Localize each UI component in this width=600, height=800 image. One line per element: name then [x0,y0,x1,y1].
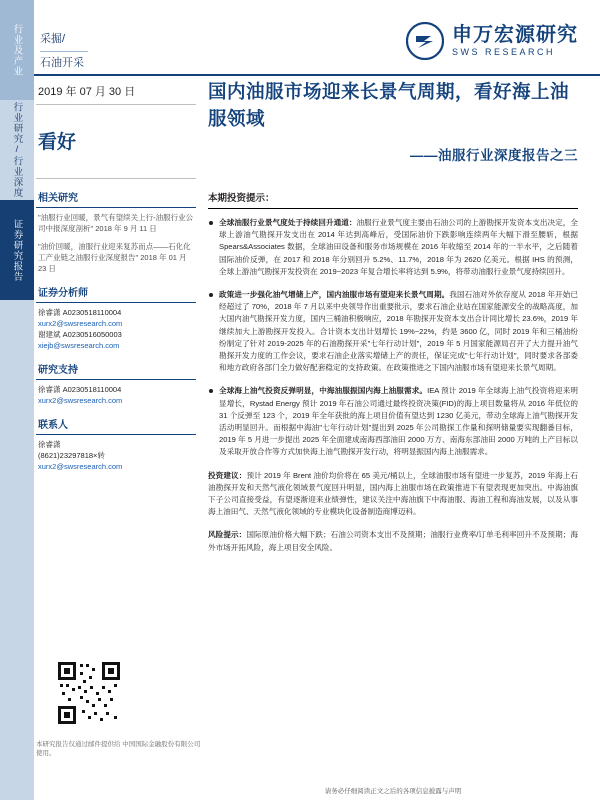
rating-badge: 看好 [36,105,196,179]
bullet-2-lead: 政策进一步强化油气增储上产，国内油服市场有望迎来长景气周期。 [219,290,450,300]
sws-logo-icon [406,22,444,60]
risk-warning [208,529,578,553]
support-title: 研究支持 [38,365,78,376]
related-research-title: 相关研究 [38,193,78,204]
analyst-rule [36,302,196,303]
rail-segment-industry [0,0,34,100]
contact-1-phone: (8621)23297818×转 [38,451,105,460]
analyst-1-code: A0230518110004 [62,308,122,317]
logo-text-cn: 申万宏源研究 [452,24,578,46]
contact-1-name: 徐睿潇 [38,440,61,449]
bullet-1-lead: 全球油服行业景气度处于持续回升通道： [219,218,357,227]
investment-advice [208,470,578,519]
risk-lead: 风险提示： [208,530,247,540]
support-1-mail[interactable]: xurx2@swsresearch.com [38,396,123,405]
header-divider [34,74,600,76]
related-research-item-2: "油价回暖，油服行业迎来复苏而点——石化化工产业链之油服行业深度报告" 2018 年 01 月 23 日 [38,242,191,273]
contact-rule [36,434,196,435]
analyst-title: 证券分析师 [38,288,88,299]
analyst-2-name: 谢建斌 [38,330,61,339]
report-date: 2019 年 07 月 30 日 [36,80,196,105]
analyst-2 [38,329,196,351]
page-title: 国内油服市场迎来长景气周期，看好海上油服领域 [208,81,570,129]
tips-divider [208,208,578,209]
analyst-1 [38,307,196,329]
left-footer-note: 本研究报告仅通过邮件提供给 中国国际金融股份有限公司 使用。 [36,741,201,757]
rail-label-industry: 行业及产业 [11,23,23,77]
list-item [208,385,578,458]
support-1-code: A0230518110004 [62,385,122,394]
logo-text-en: SWS RESEARCH [452,47,556,57]
bullet-1-text: 油服行业景气度主要由石油公司的上游勘探开发资本支出决定，全球上游油气勘探开发支出在 2014 年达到高峰后，受国际油价下跌影响连续两年大幅下滑至腰斩，根据 Spears&Associates 数据，全球油田设备和服务市场规模在 2016 年收缩至 2014 年的一半水平，之后随着国际油价反弹，在 2017 和 2018 年分别回升 5.2%、11.7%，2018 年为 2620 亿美元。根据 IHS 的预测，全球上游油气勘探开发投资在 2019~2023 年复合增长率将达到 5.9%，将带动油服行业景气度持续回升。 [219,218,579,276]
related-research-item-1: "油服行业回暖，景气有望续关上行-油服行业公司中报深度剖析" 2018 年 9 月 11 日 [38,213,194,233]
bullet-3-lead: 全球海上油气投资反弹明显，中海油服振国内海上油服需求。 [219,386,428,396]
rail-label-research: 行业研究/行业深度 [11,102,23,198]
analyst-2-mail[interactable]: xiejb@swsresearch.com [38,341,120,350]
disclosure-note: 请务必仔细阅读正文之后的各项信息披露与声明 [324,788,462,795]
list-item [208,289,578,374]
bullet-3-text: IEA 预计 2019 年全球海上油气投资将迎来明显增长，Rystad Energy 预计 2019 年石油公司通过最终投资决策(FID)的海上项目数量将从 2016 年低位的 31 个反弹至 123 个，2019 年全年获批的海上项目价值有望达到 1230 亿美元，带动全球海上油气勘探开发活动明显回升。而根据中海油"七年行动计划"提出到 2025 年公司勘探工作量和探明储量要实现翻番目标，2019 年 5 月进一步提出 2025 年全面建成南海西部油田 2000 万方、南海东部油田 2000 万吨的上产目标以及采取开放合作等方式加快海上油气勘探开发行动，将明显振国内海上油服需求。 [219,386,578,457]
rail-segment-research [0,100,34,200]
analyst-2-code: A0230516050003 [62,330,122,339]
right-column [208,78,578,565]
risk-text: 国际原油价格大幅下跌；石油公司资本支出不及预期；油服行业费率/订单毛利率回升不及预期；海外市场开拓风险，海上项目安全风险。 [208,530,579,552]
investment-points-list [208,217,578,459]
support-1 [38,384,196,406]
page-subtitle: ——油服行业深度报告之三 [410,148,578,163]
contact-1 [38,439,196,472]
related-research-rule [36,207,196,208]
advice-text: 预计 2019 年 Brent 油价均价将在 65 美元/桶以上，全球油服市场有望进一步复苏，2019 年海上石油勘探开发和天然气液化领域景气度回升明显，国内海上油服市场在政策推进下有望表现更加突出。中海油旗下子公司直接受益，有望逐渐迎来业绩弹性，建议关注中海油旗下中海油服、海油工程和海油发展，以及从事海上油田气、天然气液化领域的专业模块化设备制造商博迈科。 [208,470,578,517]
contact-title: 联系人 [38,420,68,431]
left-rail [0,0,34,800]
analyst-1-mail[interactable]: xurx2@swsresearch.com [38,319,123,328]
tips-heading: 本期投资提示： [208,193,275,204]
analyst-1-name: 徐睿潇 [38,308,61,317]
support-rule [36,379,196,380]
industry-tag-bottom: 石油开采 [40,51,88,73]
rail-segment-securities [0,200,34,300]
rail-segment-blank [0,300,34,800]
industry-tag-top: 采掘/ [40,33,66,45]
left-column [36,80,196,472]
industry-tag [40,30,88,73]
rail-label-securities: 证券研究报告 [11,218,23,282]
brand-logo [406,22,578,60]
advice-lead: 投资建议： [208,470,247,480]
bullet-2-text: 我国石油对外依存度从 2018 年开始已经超过了 70%，2018 年 7 月以来中央领导作出重要批示，要求石油企业站在国家能源安全的战略高度，加大国内油气勘探开发力度，国内三桶油积极响应，2018 年勘探开发资本支出合计同比增长 23.6%，2019 年继续加大上游勘探开发投入。合计资本支出计划增长 19%~22%，约是 3600 亿，同时 2019 年和三桶油纷纷制定了针对 2019-2025 年的石油勘探开采"七年行动计划"，2019 年 5 月国家能源局召开了大力提升油气勘探开发力度的工作会议，要求石油企业落实增储上产的责任，保证完成"七年行动计划"，同时要求各部委和地方政府各部门全力做好配套稳定的支持政策。在政策推进之下国内油服市场有望迎来长景气周期。 [219,290,578,373]
support-1-name: 徐睿潇 [38,385,61,394]
contact-1-mail[interactable]: xurx2@swsresearch.com [38,462,123,471]
qr-code-icon [56,660,122,726]
list-item [208,217,578,278]
